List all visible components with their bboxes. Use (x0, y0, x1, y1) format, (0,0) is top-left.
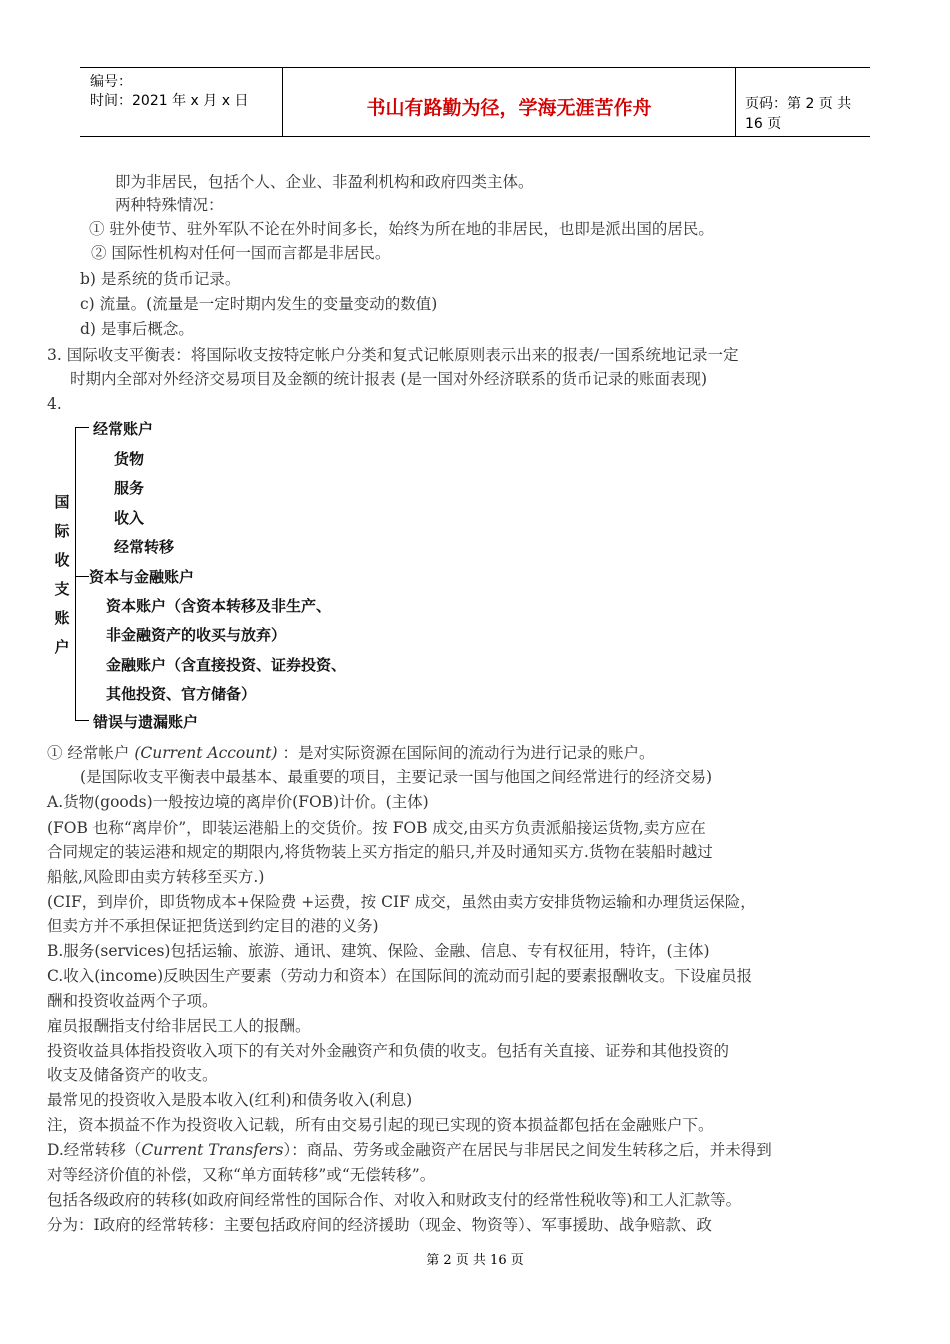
diagram-tick (75, 576, 89, 577)
diagram-capital-account-2: 非金融资产的收买与放弃） (106, 626, 287, 644)
diagram-services: 服务 (114, 479, 145, 497)
text-line: A.货物(goods)一般按边境的离岸价(FOB)计价。(主体) (47, 793, 429, 811)
text-line: 4. (47, 395, 62, 413)
text-line: B.服务(services)包括运输、旅游、通讯、建筑、保险、金融、信息、专有权征用，特许，(主体) (47, 942, 710, 960)
transfers-prefix: D.经常转移（ (47, 1141, 142, 1159)
header-left-cell (80, 68, 282, 136)
diagram-goods: 货物 (114, 450, 145, 468)
text-line: (CIF，到岸价，即货物成本+保险费 +运费，按 CIF 成交，虽然由卖方安排货物运输和办理货运保险， (47, 893, 756, 911)
text-line: 对等经济价值的补偿，又称“单方面转移”或“无偿转移”。 (47, 1166, 436, 1184)
current-account-term: (Current Account) (134, 744, 278, 762)
diagram-errors: 错误与遗漏账户 (93, 713, 199, 731)
text-line: 雇员报酬指支付给非居民工人的报酬。 (47, 1017, 311, 1035)
diagram-bracket-line (75, 427, 76, 721)
transfers-suffix: ）：商品、劳务或金融资产在居民与非居民之间发生转移之后，并未得到 (283, 1141, 772, 1159)
diagram-current-account: 经常账户 (93, 420, 154, 438)
text-line: ② 国际性机构对任何一国而言都是非居民。 (91, 244, 391, 262)
time-label: 时间：2021 年 x 月 x 日 (90, 93, 249, 109)
page-header (80, 67, 870, 137)
text-line: (是国际收支平衡表中最基本、最重要的项目，主要记录一国与他国之间经常进行的经济交易) (80, 768, 713, 786)
text-line: C.收入(income)反映因生产要素（劳动力和资本）在国际间的流动而引起的要素报酬收支。下设雇员报 (47, 967, 753, 985)
text-line: 包括各级政府的转移(如政府间经常性的国际合作、对收入和财政支付的经常性税收等)和工人汇款等。 (47, 1191, 742, 1209)
text-line: 即为非居民，包括个人、企业、非盈利机构和政府四类主体。 (115, 173, 534, 191)
text-line: 注，资本损益不作为投资收入记载，所有由交易引起的现已实现的资本损益都包括在金融账户下。 (47, 1116, 714, 1134)
text-line: 时期内全部对外经济交易项目及金额的统计报表 (是一国对外经济联系的货币记录的账面表现) (70, 370, 708, 388)
diagram-capital-financial: 资本与金融账户 (89, 568, 195, 586)
diagram-financial-account-1: 金融账户（含直接投资、证券投资、 (106, 656, 347, 674)
text-line: 3. 国际收支平衡表：将国际收支按特定帐户分类和复式记帐原则表示出来的报表/一国系统地记录一定 (47, 346, 739, 364)
current-account-line (47, 742, 654, 764)
text-line: 最常见的投资收入是股本收入(红利)和债务收入(利息) (47, 1091, 413, 1109)
diagram-root-label: 国际收支账户 (54, 493, 70, 656)
text-line: c) 流量。(流量是一定时期内发生的变量变动的数值) (80, 295, 438, 313)
text-line: 酬和投资收益两个子项。 (47, 992, 218, 1010)
text-line: 船舷,风险即由卖方转移至买方.) (47, 868, 265, 886)
text-line: 投资收益具体指投资收入项下的有关对外金融资产和负债的收支。包括有关直接、证券和其他投资的 (47, 1042, 730, 1060)
text-line: 收支及储备资产的收支。 (47, 1066, 218, 1084)
text-line: b) 是系统的货币记录。 (80, 270, 241, 288)
diagram-income: 收入 (114, 509, 145, 527)
diagram-tick (75, 427, 89, 428)
text-line: 分为：Ⅰ政府的经常转移：主要包括政府间的经济援助（现金、物资等）、军事援助、战争赔款、政 (47, 1216, 712, 1234)
header-motto: 书山有路勤为径，学海无涯苦作舟 (366, 97, 652, 119)
header-right-cell (735, 68, 870, 136)
text-line: ① 驻外使节、驻外军队不论在外时间多长，始终为所在地的非居民，也即是派出国的居民。 (89, 220, 714, 238)
text-line: 两种特殊情况： (115, 196, 224, 214)
text-line: (FOB 也称“离岸价”，即装运港船上的交货价。按 FOB 成交,由买方负责派船接运货物,卖方应在 (47, 819, 706, 837)
current-account-suffix: ：是对实际资源在国际间的流动行为进行记录的账户。 (277, 744, 655, 762)
header-center-cell (282, 68, 736, 136)
text-line: d) 是事后概念。 (80, 320, 194, 338)
diagram-transfers: 经常转移 (114, 538, 175, 556)
number-label: 编号： (90, 74, 132, 90)
text-line: 合同规定的装运港和规定的期限内,将货物装上买方指定的船只,并及时通知买方.货物在装船时越过 (47, 843, 713, 861)
page-footer: 第 2 页 共 16 页 (426, 1253, 524, 1268)
page-info: 页码：第 2 页 共 16 页 (745, 96, 852, 132)
diagram-tick (75, 720, 89, 721)
transfers-term: Current Transfers (141, 1141, 284, 1159)
diagram-capital-account-1: 资本账户（含资本转移及非生产、 (106, 597, 332, 615)
text-line: 但卖方并不承担保证把货送到约定目的港的义务) (47, 917, 379, 935)
current-account-prefix: ① 经常帐户 (47, 744, 135, 762)
transfers-line (47, 1139, 772, 1161)
diagram-financial-account-2: 其他投资、官方储备） (106, 685, 257, 703)
